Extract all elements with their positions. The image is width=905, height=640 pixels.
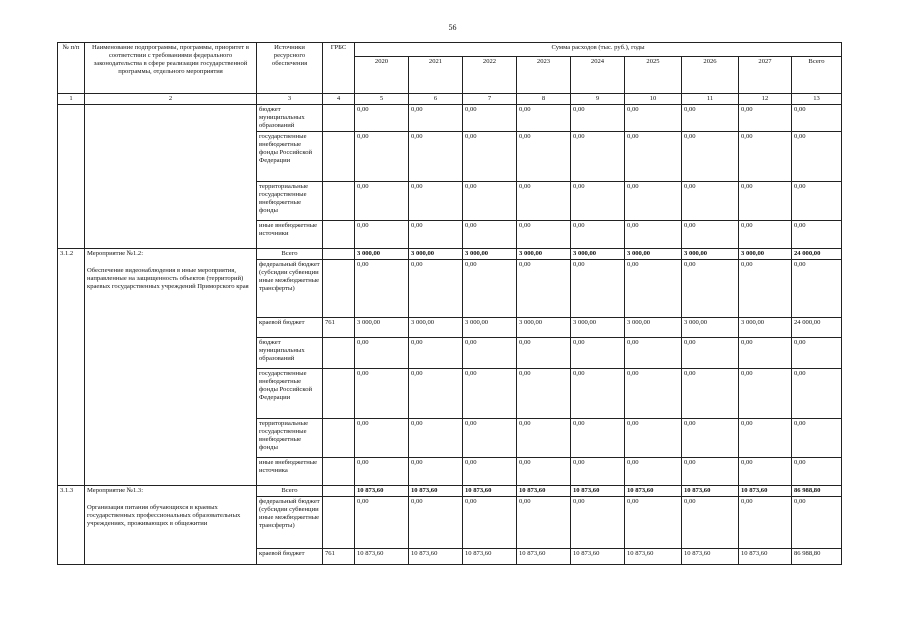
grbs-code [323,458,355,486]
total-value: 0,00 [792,458,842,486]
funding-source: федеральный бюджет (субсидии субвенции иные межбюджетные трансферты) [257,260,323,318]
year-value: 0,00 [517,497,571,549]
grbs-code [323,338,355,369]
year-value: 3 000,00 [517,318,571,338]
measure-name-cell [85,105,257,249]
year-value: 0,00 [739,497,792,549]
year-value: 10 873,60 [517,486,571,497]
year-value: 10 873,60 [625,486,682,497]
year-value: 0,00 [682,182,739,221]
measure-total-row [58,249,842,260]
year-value: 0,00 [571,105,625,132]
page-number: 56 [448,23,457,32]
header-row-top [58,43,842,57]
year-value: 0,00 [409,369,463,419]
year-value: 10 873,60 [571,486,625,497]
funding-source: государственные внебюджетные фонды Российской Федерации [257,132,323,182]
header-col-grbs: ГРБС [323,43,355,94]
year-value: 3 000,00 [517,249,571,260]
year-value: 0,00 [517,132,571,182]
funding-source: территориальные государственные внебюджетные фонды [257,419,323,458]
year-value: 0,00 [571,497,625,549]
total-value: 24 000,00 [792,249,842,260]
total-value: 0,00 [792,338,842,369]
year-value: 0,00 [409,182,463,221]
year-value: 0,00 [625,338,682,369]
year-value: 10 873,60 [739,549,792,565]
total-value: 0,00 [792,182,842,221]
year-value: 0,00 [739,458,792,486]
row-number-cell [58,105,85,249]
year-value: 0,00 [355,419,409,458]
year-value: 0,00 [409,458,463,486]
total-value: 0,00 [792,260,842,318]
year-value: 10 873,60 [409,549,463,565]
header-col-source: Источники ресурсного обеспечения [257,43,323,94]
year-value: 0,00 [409,132,463,182]
year-value: 0,00 [409,221,463,249]
measure-description: Организация питания обучающихся в краевых государственных профессиональных образовательных учреждениях, проживающих в общежитии [87,504,241,528]
year-value: 3 000,00 [682,249,739,260]
table-row [58,105,842,132]
header-year: 2023 [517,57,571,94]
year-value: 0,00 [409,338,463,369]
measure-number: 3.1.3 [58,486,85,565]
column-number: 3 [257,94,323,105]
year-value: 0,00 [463,369,517,419]
year-value: 0,00 [625,221,682,249]
year-value: 0,00 [739,369,792,419]
total-value: 0,00 [792,221,842,249]
year-value: 3 000,00 [571,249,625,260]
header-year: 2022 [463,57,517,94]
total-label: Всего [257,486,323,497]
year-value: 0,00 [739,105,792,132]
year-value: 0,00 [517,419,571,458]
year-value: 0,00 [355,105,409,132]
year-value: 0,00 [739,419,792,458]
year-value: 0,00 [682,369,739,419]
column-number: 11 [682,94,739,105]
year-value: 3 000,00 [682,318,739,338]
year-value: 0,00 [409,105,463,132]
column-number: 1 [58,94,85,105]
column-numbers-row [58,94,842,105]
year-value: 10 873,60 [517,549,571,565]
measure-name-cell [85,249,257,486]
year-value: 0,00 [409,419,463,458]
total-value: 0,00 [792,105,842,132]
year-value: 10 873,60 [571,549,625,565]
year-value: 10 873,60 [682,549,739,565]
budget-table [57,42,842,565]
year-value: 0,00 [409,260,463,318]
total-label: Всего [257,249,323,260]
year-value: 3 000,00 [463,249,517,260]
year-value: 0,00 [463,338,517,369]
grbs-code [323,182,355,221]
year-value: 0,00 [355,132,409,182]
year-value: 0,00 [625,369,682,419]
total-value: 0,00 [792,132,842,182]
year-value: 0,00 [355,497,409,549]
year-value: 0,00 [682,105,739,132]
grbs-code [323,249,355,260]
total-value: 0,00 [792,497,842,549]
year-value: 0,00 [463,221,517,249]
year-value: 0,00 [739,338,792,369]
year-value: 10 873,60 [463,549,517,565]
year-value: 0,00 [517,221,571,249]
total-value: 86 988,80 [792,486,842,497]
funding-source: федеральный бюджет (субсидии субвенции иные межбюджетные трансферты) [257,497,323,549]
year-value: 0,00 [517,369,571,419]
year-value: 0,00 [571,369,625,419]
year-value: 0,00 [463,260,517,318]
year-value: 0,00 [355,338,409,369]
header-col-no: № п/п [58,43,85,94]
year-value: 0,00 [463,458,517,486]
year-value: 0,00 [625,182,682,221]
funding-source: территориальные государственные внебюджетные фонды [257,182,323,221]
funding-source: бюджет муниципальных образований [257,105,323,132]
funding-source: бюджет муниципальных образований [257,338,323,369]
year-value: 0,00 [682,132,739,182]
year-value: 0,00 [682,458,739,486]
year-value: 3 000,00 [355,318,409,338]
grbs-code [323,105,355,132]
year-value: 0,00 [463,182,517,221]
funding-source: государственные внебюджетные фонды Российской Федерации [257,369,323,419]
year-value: 0,00 [409,497,463,549]
grbs-code [323,486,355,497]
header-col-name: Наименование подпрограммы, программы, приоритет в соответствии с требованиями федерального законодательства в сфере реализации государственной программы, отдельного мероприятия [85,43,257,94]
year-value: 0,00 [355,221,409,249]
funding-source: иные внебюджетные источники [257,221,323,249]
year-value: 0,00 [571,221,625,249]
measure-name-cell [85,486,257,565]
column-number: 8 [517,94,571,105]
year-value: 0,00 [682,221,739,249]
year-value: 0,00 [463,132,517,182]
total-value: 86 988,80 [792,549,842,565]
year-value: 0,00 [682,497,739,549]
year-value: 3 000,00 [463,318,517,338]
funding-source: краевой бюджет [257,549,323,565]
measure-description: Обеспечение видеонаблюдения в иные мероприятия, направленные на защищенность объектов (территорий) краевых государственных учреждений Приморского края [87,267,249,291]
total-value: 24 000,00 [792,318,842,338]
header-year: 2020 [355,57,409,94]
year-value: 0,00 [739,221,792,249]
column-number: 13 [792,94,842,105]
total-value: 0,00 [792,369,842,419]
header-year: 2027 [739,57,792,94]
grbs-code: 761 [323,318,355,338]
grbs-code [323,369,355,419]
column-number: 12 [739,94,792,105]
year-value: 0,00 [571,338,625,369]
year-value: 0,00 [625,419,682,458]
column-number: 5 [355,94,409,105]
year-value: 10 873,60 [739,486,792,497]
year-value: 3 000,00 [625,249,682,260]
header-year: 2021 [409,57,463,94]
column-number: 9 [571,94,625,105]
year-value: 10 873,60 [463,486,517,497]
header-total: Всего [792,57,842,94]
year-value: 0,00 [739,182,792,221]
year-value: 10 873,60 [355,486,409,497]
year-value: 0,00 [571,260,625,318]
header-amount-title: Сумма расходов (тыс. руб.), годы [355,43,842,57]
year-value: 0,00 [625,132,682,182]
header-year: 2026 [682,57,739,94]
header-year: 2025 [625,57,682,94]
table-body [58,105,842,565]
year-value: 0,00 [355,182,409,221]
year-value: 0,00 [571,458,625,486]
year-value: 0,00 [625,458,682,486]
grbs-code [323,132,355,182]
funding-source: краевой бюджет [257,318,323,338]
year-value: 0,00 [625,105,682,132]
year-value: 3 000,00 [571,318,625,338]
column-number: 10 [625,94,682,105]
year-value: 0,00 [355,369,409,419]
year-value: 10 873,60 [355,549,409,565]
measure-title: Мероприятие №1.2: [87,250,144,258]
measure-total-row [58,486,842,497]
year-value: 0,00 [463,419,517,458]
year-value: 3 000,00 [409,318,463,338]
year-value: 3 000,00 [739,249,792,260]
grbs-code [323,419,355,458]
year-value: 0,00 [463,105,517,132]
grbs-code [323,260,355,318]
total-value: 0,00 [792,419,842,458]
measure-title: Мероприятие №1.3: [87,487,144,495]
measure-number: 3.1.2 [58,249,85,486]
year-value: 0,00 [682,260,739,318]
header-year: 2024 [571,57,625,94]
year-value: 10 873,60 [409,486,463,497]
year-value: 0,00 [517,105,571,132]
year-value: 0,00 [517,182,571,221]
column-number: 7 [463,94,517,105]
year-value: 0,00 [739,132,792,182]
year-value: 0,00 [571,419,625,458]
year-value: 0,00 [625,260,682,318]
funding-source: иные внебюджетные источника [257,458,323,486]
year-value: 0,00 [571,132,625,182]
column-number: 2 [85,94,257,105]
year-value: 0,00 [355,458,409,486]
grbs-code [323,221,355,249]
year-value: 3 000,00 [739,318,792,338]
year-value: 0,00 [571,182,625,221]
grbs-code [323,497,355,549]
grbs-code: 761 [323,549,355,565]
year-value: 10 873,60 [682,486,739,497]
year-value: 0,00 [517,458,571,486]
column-number: 6 [409,94,463,105]
year-value: 0,00 [739,260,792,318]
year-value: 10 873,60 [625,549,682,565]
year-value: 3 000,00 [625,318,682,338]
year-value: 0,00 [682,419,739,458]
year-value: 0,00 [355,260,409,318]
year-value: 0,00 [625,497,682,549]
year-value: 0,00 [517,260,571,318]
year-value: 0,00 [517,338,571,369]
year-value: 3 000,00 [409,249,463,260]
year-value: 3 000,00 [355,249,409,260]
year-value: 0,00 [463,497,517,549]
column-number: 4 [323,94,355,105]
year-value: 0,00 [682,338,739,369]
